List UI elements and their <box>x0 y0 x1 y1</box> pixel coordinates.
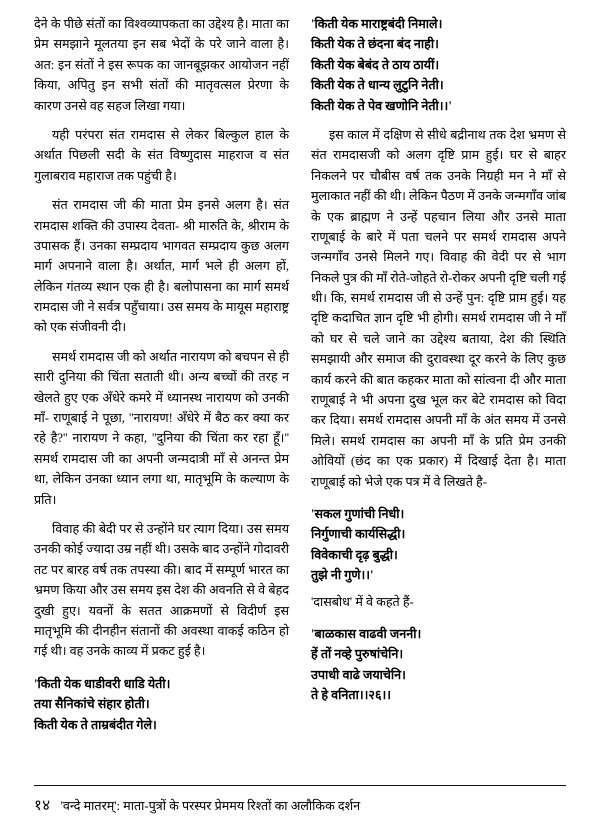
footer-divider <box>34 785 566 786</box>
page-number: १४ <box>34 798 51 814</box>
verse-block-middle-right <box>311 504 566 586</box>
verse-line: किती येक ते ताम्रबंदीत गेले। <box>34 717 157 732</box>
verse-line: ते हे वनिता।।२६।। <box>311 688 392 703</box>
verse-block-bottom-right <box>311 624 566 706</box>
paragraph: विवाह की बेदी पर से उन्होंने घर त्याग दिया। उस समय उनकी कोई ज्यादा उम्र नहीं थी। उसके बाद उन्होंने गोदावरी तट पर बारह वर्ष तक तपस्या की। बाद में सम्पूर्ण भारत का भ्रमण किया और उस समय इस देश की अवनति से वे बेहद दुखी हुए। यवनों के सतत आक्रमणों से विदीर्ण इस मातृभूमि की दीनहीन संतानों की अवस्था वाकई कठिन हो गई थी। वह उनके काव्य में प्रकट हुई है। <box>34 521 289 659</box>
verse-line: 'बाळकास वाढवी जननी। <box>311 626 422 641</box>
verse-source-note: 'दासबोध' में वे कहते हैं- <box>311 594 414 609</box>
verse-block-left <box>34 674 289 735</box>
paragraph: यही परंपरा संत रामदास से लेकर बिल्कुल हाल के अर्थात पिछली सदी के संत विष्णुदास माहराज व संत गुलाबराव महाराज तक पहुंची है। <box>34 127 289 183</box>
page-footer <box>34 785 566 815</box>
paragraph: इस काल में दक्षिण से सीधे बद्रीनाथ तक देश भ्रमण से संत रामदासजी को अलग दृष्टि प्राम हुई। घर से बाहर निकलने पर चौबीस वर्ष तक उनके निग्रही मन ने माँ से मुलाकात नहीं की थी। लेकिन पैठण में उनके जन्मगाँव जांब के एक ब्राह्मण ने उन्हें पहचान लिया और उनसे माता राणूबाई के बारे में पता चलने पर समर्थ रामदास अपने जन्मगाँव उनसे मिलने गए। विवाह की वेदी पर से भाग निकले पुत्र की माँ रोते-जोहते रो-रोकर अपनी दृष्टि चली गई थी। कि, समर्थ रामदास जी से उन्हें पुन: दृष्टि प्राम हुई। यह दृष्टि कदाचित ज्ञान दृष्टि भी होगी। समर्थ रामदास जी ने माँ को घर से चले जाने का उद्देश्य बताया, देश की स्थिति समझायी और समाज की दुरावस्था दूर करने के लिए कुछ कार्य करने की बात कहकर माता को सांत्वना दी और माता राणूबाई ने भी अपना दुख भूल कर बेटे रामदास को विदा कर दिया। समर्थ रामदास अपनी माँ के अंत समय में उनसे मिले। समर्थ रामदास का अपनी माँ के प्रति प्रेम उनकी ओवियों (छंद का एक प्रकार) में दिखाई देता है। माता राणूबाई को भेजे एक पत्र में वे लिखते है- <box>311 127 566 489</box>
verse-line: हें तों नव्हे पुरुषांचेनि। <box>311 647 404 662</box>
paragraph: देने के पीछे संतों का विश्वव्यापकता का उद्देश्य है। माता का प्रेम समझाने मूलतया इन सब भेदों के परे जाने वाला है। अत: इन संतों ने इस रूपक का जानबूझकर आयोजन नहीं किया, अपितु इन सभी संतों की मातृवत्सल प्रेरणा के कारण उनसे वह सहज लिखा गया। <box>34 17 289 113</box>
verse-line: किती येक बेबंद ते ठाय ठायीं। <box>311 57 440 72</box>
verse-line: किती येक ते पेव खणोनि नेती।।' <box>311 98 452 113</box>
footer-title: 'वन्दे मातरम्': माता-पुत्रों के परस्पर प्रेममय रिश्तों का अलौकिक दर्शन <box>60 799 361 813</box>
footer-content <box>34 795 566 815</box>
verse-line: 'किती येक धाडीवरी धाडि येती। <box>34 676 171 691</box>
verse-block-top-right <box>311 14 566 116</box>
verse-line: तया सैनिकांचे संहार होती। <box>34 697 150 712</box>
right-column <box>311 14 566 756</box>
verse-line: 'सकल गुणांची निधी। <box>311 506 405 521</box>
paragraph: समर्थ रामदास जी को अर्थात नारायण को बचपन से ही सारी दुनिया की चिंता सताती थी। अन्य बच्चों की तरह न खेलते हुए एक अँधेरे कमरे में ध्यानस्थ नारायण को उनकी माँ- राणूबाई ने पूछा, ''नारायण! अँधेरे में बैठ कर क्या कर रहे है?'' नारायण ने कहा, ''दुनिया की चिंता कर रहा हूँ।'' समर्थ रामदास जी का अपनी जन्मदात्री माँ से अनन्त प्रेम था, लेकिन उनका ध्यान लगा था, मातृभूमि के कल्याण के प्रति। <box>34 349 289 507</box>
verse-line: किती येक ते धान्य लुटुनि नेती। <box>311 78 444 93</box>
verse-line: किती येक ते छंदना बंद नाही। <box>311 37 439 52</box>
left-column <box>34 14 289 756</box>
paragraph: संत रामदास जी की माता प्रेम इनसे अलग है। संत रामदास शक्ति की उपास्य देवता- श्री मारुति के, श्रीराम के उपासक हैं। उनका सम्प्रदाय भागवत सम्प्रदाय कुछ अलग मार्ग अपनाने वाला है। अर्थात, मार्ग भले ही अलग हों, लेकिन गंतव्य स्थान एक ही है। बलोपासना का मार्ग समर्थ रामदास जी ने सर्वत्र पहुँचाया। उस समय के मायूस महाराष्ट्र को एक संजीवनी दी। <box>34 198 289 335</box>
verse-line: तुझे नी गुणे।।' <box>311 568 374 583</box>
two-column-body <box>34 14 566 756</box>
verse-line: 'किती येक माराष्ट्रबंदी निमाले। <box>311 17 443 31</box>
verse-line: निर्गुणाची कार्यसिद्धी। <box>311 527 406 542</box>
verse-line: विवेकाची दृढ़ बुद्धी। <box>311 547 398 562</box>
verse-line: उपाधी वाढे जयाचेनि। <box>311 667 406 682</box>
